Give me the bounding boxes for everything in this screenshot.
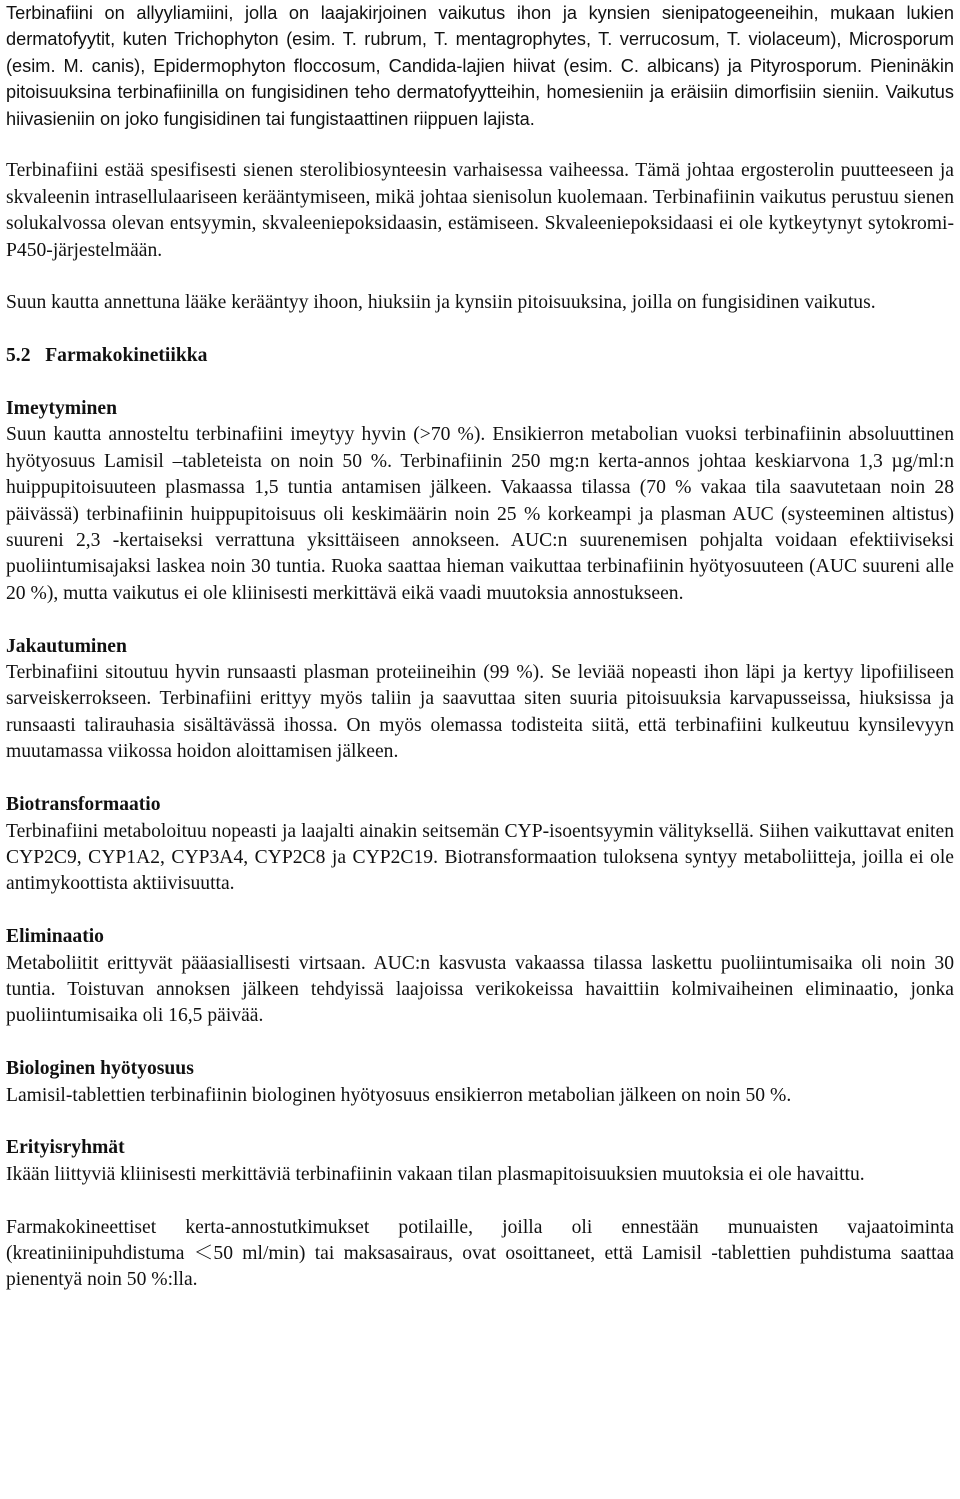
section-heading bbox=[6, 343, 954, 369]
biotransformation-heading: Biotransformaatio bbox=[6, 794, 161, 816]
biotransformation-text: Terbinafiini metaboloituu nopeasti ja laajalti ainakin seitsemän CYP-isoentsyymin välityksellä. Siihen vaikuttavat eniten CYP2C9, CYP1A2, CYP3A4, CYP2C8 ja CYP2C19. Biotransformaation tuloksena syntyy metaboliitteja, joilla ei ole antimykoottista aktiivisuutta. bbox=[6, 820, 954, 895]
elimination-heading: Eliminaatio bbox=[6, 926, 104, 948]
intro-paragraph-3: Suun kautta annettuna lääke kerääntyy ihoon, hiuksiin ja kynsiin pitoisuuksina, joilla on fungisidinen vaikutus. bbox=[6, 292, 876, 314]
absorption-text: Suun kautta annosteltu terbinafiini imeytyy hyvin (>70 %). Ensikierron metabolian vuoksi terbinafiinin absoluuttinen hyötyosuus Lamisil –tableteista on noin 50 %. Terbinafiinin 250 mg:n kerta-annos johtaa keskiarvona 1,3 µg/ml:n huippupitoisuuteen plasmassa 1,5 tuntia antamisen jälkeen. Vakaassa tilassa (70 % vakaa tila saavutetaan noin 28 päivässä) terbinafiinin huippupitoisuus oli keskimäärin noin 25 % korkeampi ja plasman AUC (systeeminen altistus) suureni 2,3 -kertaiseksi verrattuna yksittäiseen annokseen. AUC:n suurenemisen pohjalta voidaan efektiiviseksi puoliintumisajaksi laskea noin 30 tuntia. Ruoka saattaa hieman vaikuttaa terbinafiinin hyötyosuuteen (AUC suureni alle 20 %), mutta vaikutus ei ole kliinisesti merkittävä eikä vaadi muutoksia annostukseen. bbox=[6, 424, 954, 604]
intro-paragraph-2: Terbinafiini estää spesifisesti sienen sterolibiosynteesin varhaisessa vaiheessa. Tämä johtaa ergosterolin puutteeseen ja skvaleenin intrasellulaariseen kerääntymiseen, mikä johtaa sienisolun kuolemaan. Terbinafiinin vaikutus perustuu sienen solukalvossa olevan entsyymin, skvaleeniepoksidaasin, estämiseen. Skvaleeniepoksidaasi ei ole kytkeytynyt sytokromi-P450-järjestelmään. bbox=[6, 160, 954, 261]
intro-paragraph-1: Terbinafiini on allyyliamiini, jolla on laajakirjoinen vaikutus ihon ja kynsien sienipatogeeneihin, mukaan lukien dermatofyytit, kuten Trichophyton (esim. T. rubrum, T. mentagrophytes, T. verrucosum, T. violaceum), Microsporum (esim. M. canis), Epidermophyton floccosum, Candida-lajien hiivat (esim. C. albicans) ja Pityrosporum. Pieninäkin pitoisuuksina terbinafiinilla on fungisidinen teho dermatofyytteihin, homesieniin ja eräisiin dimorfisiin sieniin. Vaikutus hiivasieniin on joko fungisidinen tai fungistaattinen riippuen lajista. bbox=[6, 3, 954, 129]
bioavailability-text: Lamisil-tablettien terbinafiinin biologinen hyötyosuus ensikierron metabolian jälkeen on noin 50 %. bbox=[6, 1084, 792, 1106]
special-groups-text-2: Farmakokineettiset kerta-annostutkimukset potilaille, joilla oli ennestään munuaisten vajaatoiminta (kreatiniinipuhdistuma ＜50 ml/min) tai maksasairaus, ovat osoittaneet, että Lamisil -tablettien puhdistuma saattaa pienentyä noin 50 %:lla. bbox=[6, 1216, 954, 1291]
distribution-text: Terbinafiini sitoutuu hyvin runsaasti plasman proteiineihin (99 %). Se leviää nopeasti ihon läpi ja kertyy lipofiiliseen sarveiskerrokseen. Terbinafiini erittyy myös taliin ja saavuttaa siten suuria pitoisuuksia karvapusseissa, hiuksissa ja runsaasti talirauhasia sisältävässä ihossa. On myös olemassa todisteita siitä, että terbinafiini kulkeutuu kynsilevyyn muutamassa viikossa hoidon aloittamisen jälkeen. bbox=[6, 662, 954, 763]
absorption-heading: Imeytyminen bbox=[6, 398, 118, 420]
section-number: 5.2 bbox=[6, 345, 31, 367]
special-groups-text-1: Ikään liittyviä kliinisesti merkittäviä terbinafiinin vakaan tilan plasmapitoisuuksien muutoksia ei ole havaittu. bbox=[6, 1163, 865, 1185]
distribution-heading: Jakautuminen bbox=[6, 635, 127, 657]
bioavailability-heading: Biologinen hyötyosuus bbox=[6, 1058, 194, 1080]
section-title: Farmakokinetiikka bbox=[45, 345, 208, 367]
elimination-text: Metaboliitit erittyvät pääasiallisesti virtsaan. AUC:n kasvusta vakaassa tilassa laskettu puoliintumisaika oli noin 30 tuntia. Toistuvan annoksen jälkeen tehdyissä laajoissa verikokeissa havaittiin kolmivaiheinen eliminaatio, jonka puoliintumisaika oli 16,5 päivää. bbox=[6, 952, 954, 1027]
special-groups-heading: Erityisryhmät bbox=[6, 1137, 125, 1159]
